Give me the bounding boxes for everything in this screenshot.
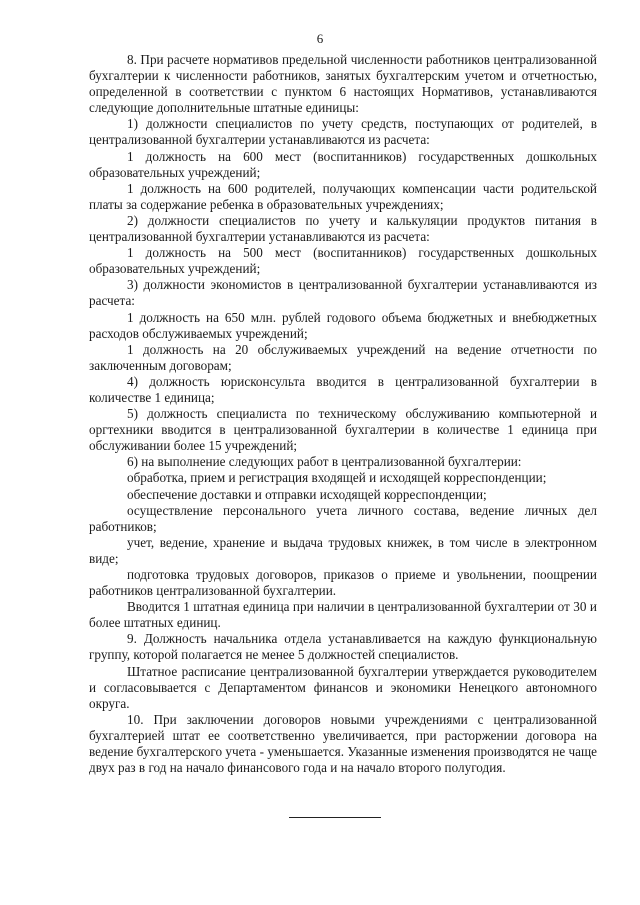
paragraph: 5) должность специалиста по техническому обслуживанию компьютерной и оргтехники вводится в централизованной бухгалтерии в количестве 1 единица при обслуживании более 15 учреждений; [89,406,597,454]
paragraph: 1 должность на 20 обслуживаемых учреждений на ведение отчетности по заключенным договорам; [89,341,597,373]
paragraph: подготовка трудовых договоров, приказов о приеме и увольнении, поощрении работников централизованной бухгалтерии. [89,567,597,599]
paragraph: 9. Должность начальника отдела устанавливается на каждую функциональную группу, которой полагается не менее 5 должностей специалистов. [89,631,597,663]
paragraph: осуществление персонального учета личного состава, ведение личных дел работников; [89,502,597,534]
paragraph: 10. При заключении договоров новыми учреждениями с централизованной бухгалтерией штат ее соответственно увеличивается, при расторжении договора на ведение бухгалтерского учета - уменьшается. Указанные изменения производятся не чаще двух раз в год на начало финансового года и на начало второго полугодия. [89,711,597,776]
paragraph: обеспечение доставки и отправки исходящей корреспонденции; [127,486,487,502]
paragraph: 3) должности экономистов в централизованной бухгалтерии устанавливаются из расчета: [89,277,597,309]
end-separator-line [289,817,381,818]
paragraph: 1) должности специалистов по учету средств, поступающих от родителей, в централизованной бухгалтерии устанавливаются из расчета: [89,116,597,148]
document-body [89,52,597,776]
paragraph: 1 должность на 600 родителей, получающих компенсации части родительской платы за содержание ребенка в образовательных учреждениях; [89,180,597,212]
paragraph: учет, ведение, хранение и выдача трудовых книжек, в том числе в электронном виде; [89,534,597,566]
paragraph: 8. При расчете нормативов предельной численности работников централизованной бухгалтерии к численности работников, занятых бухгалтерским учетом и отчетностью, определенной в соответствии с пунктом 6 настоящих Нормативов, устанавливаются следующие дополнительные штатные единицы: [89,52,597,116]
paragraph: 1 должность на 500 мест (воспитанников) государственных дошкольных образовательных учреждений; [89,245,597,277]
paragraph: Вводится 1 штатная единица при наличии в централизованной бухгалтерии от 30 и более штатных единиц. [89,599,597,631]
paragraph: 1 должность на 650 млн. рублей годового объема бюджетных и внебюджетных расходов обслуживаемых учреждений; [89,309,597,341]
paragraph: обработка, прием и регистрация входящей и исходящей корреспонденции; [127,470,547,486]
paragraph: 2) должности специалистов по учету и калькуляции продуктов питания в централизованной бухгалтерии устанавливаются из расчета: [89,212,597,245]
paragraph: 1 должность на 600 мест (воспитанников) государственных дошкольных образовательных учреждений; [89,148,597,180]
paragraph: Штатное расписание централизованной бухгалтерии утверждается руководителем и согласовывается с Департаментом финансов и экономики Ненецкого автономного округа. [89,663,597,711]
paragraph: 6) на выполнение следующих работ в централизованной бухгалтерии: [127,454,522,470]
paragraph: 4) должность юрисконсульта вводится в централизованной бухгалтерии в количестве 1 единица; [89,373,597,405]
page-number: 6 [316,31,324,46]
